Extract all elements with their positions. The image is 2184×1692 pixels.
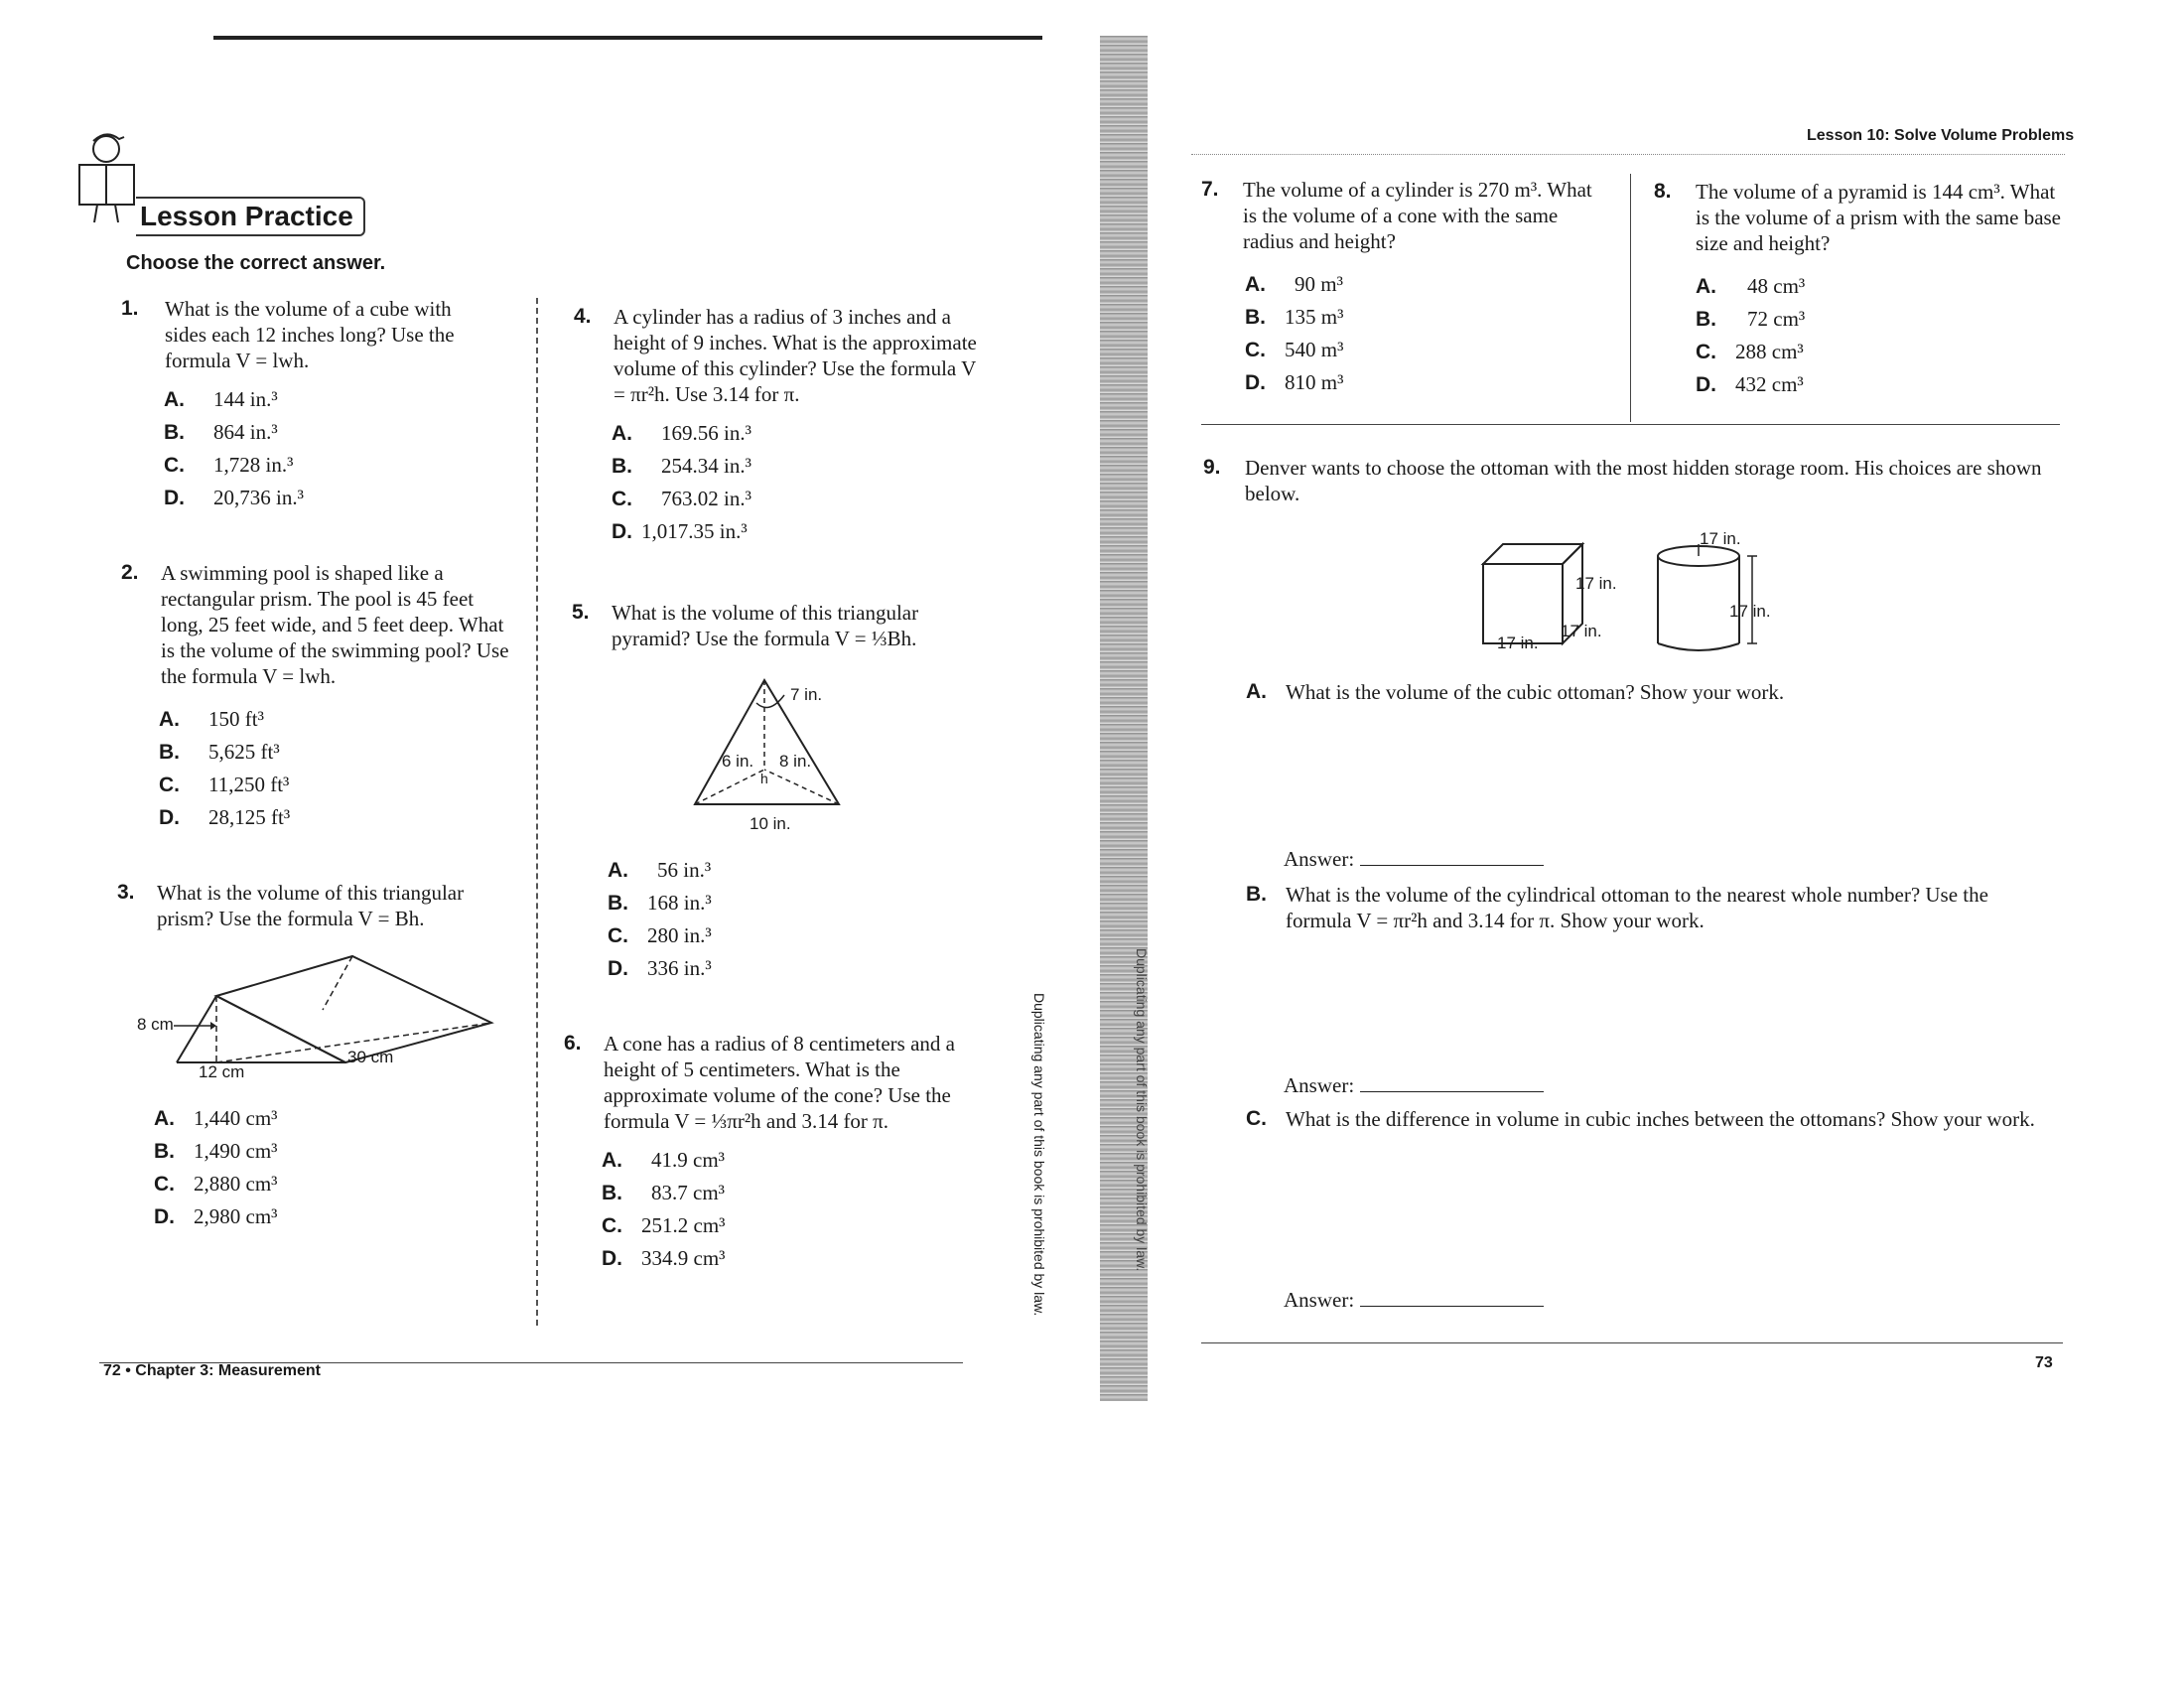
choice-c[interactable]: C. 251.2 cm³ — [602, 1213, 726, 1237]
question-5 — [572, 600, 969, 651]
q7-q8-bottom-rule — [1201, 424, 2060, 425]
cylinder-height-label: 17 in. — [1729, 602, 1771, 621]
choice-b[interactable]: B. 5,625 ft³ — [159, 740, 280, 764]
answer-c: Answer: — [1284, 1287, 1544, 1313]
question-number: 4. — [574, 305, 592, 328]
question-number: 6. — [564, 1032, 582, 1055]
choice-a[interactable]: A. 48 cm³ — [1696, 274, 1806, 298]
lesson-title: Lesson 10: Solve Volume Problems — [1807, 127, 2075, 144]
choice-d[interactable]: D. 20,736 in.³ — [164, 486, 304, 509]
question-text: The volume of a pyramid is 144 cm³. What is the volume of a prism with the same base size and height? — [1696, 180, 2062, 255]
q5-choices — [608, 854, 712, 985]
choice-d[interactable]: D. 2,980 cm³ — [154, 1204, 278, 1228]
choice-c[interactable]: C. 288 cm³ — [1696, 340, 1804, 363]
question-4 — [574, 304, 981, 407]
choice-b[interactable]: B. 168 in.³ — [608, 891, 712, 915]
choice-d[interactable]: D. 334.9 cm³ — [602, 1246, 726, 1270]
header-rule-right — [1191, 154, 2065, 155]
spine-text-left: Duplicating any part of this book is prohibited by law. — [1031, 993, 1047, 1317]
answer-b-line[interactable] — [1360, 1075, 1544, 1092]
cube-side-label-right: 17 in. — [1575, 574, 1617, 593]
question-8 — [1654, 179, 2061, 256]
pyramid-height-label: 7 in. — [790, 685, 823, 704]
choice-a[interactable]: A. 144 in.³ — [164, 387, 278, 411]
prism-base-label: 12 cm — [199, 1062, 245, 1081]
question-9 — [1203, 455, 2047, 506]
spine-text-right: Duplicating any part of this book is prohibited by law. — [1134, 948, 1150, 1272]
triangular-pyramid-figure — [685, 675, 854, 809]
question-text: The volume of a cylinder is 270 m³. What is the volume of a cone with the same radius and height? — [1243, 178, 1592, 253]
choice-b[interactable]: B. 1,490 cm³ — [154, 1139, 278, 1163]
prism-length-label: 30 cm — [347, 1048, 394, 1066]
pyramid-slant-right-label: 8 in. — [779, 752, 812, 771]
question-6 — [564, 1031, 971, 1134]
cube-side-label-bottom: 17 in. — [1497, 634, 1539, 652]
question-number: 8. — [1654, 180, 1672, 203]
question-3 — [117, 880, 484, 931]
footer-right: 73 — [2035, 1354, 2053, 1371]
answer-c-line[interactable] — [1360, 1290, 1544, 1307]
footer-rule-right — [1201, 1342, 2063, 1343]
question-1 — [121, 296, 488, 373]
choice-d[interactable]: D. 1,017.35 in.³ — [612, 519, 748, 543]
pyramid-slant-left-label: 6 in. — [722, 752, 754, 771]
answer-b: Answer: — [1284, 1072, 1544, 1098]
answer-a: Answer: — [1284, 846, 1544, 872]
column-divider — [536, 298, 538, 1326]
choice-b[interactable]: B. 135 m³ — [1245, 305, 1344, 329]
choice-c[interactable]: C. 280 in.³ — [608, 923, 712, 947]
choice-c[interactable]: C. 1,728 in.³ — [164, 453, 294, 477]
choice-a[interactable]: A. 150 ft³ — [159, 707, 264, 731]
q4-choices — [612, 417, 751, 548]
choice-a[interactable]: A. 90 m³ — [1245, 272, 1343, 296]
question-number: 1. — [121, 297, 139, 320]
cylinder-diameter-label: 17 in. — [1700, 529, 1741, 548]
question-number: 9. — [1203, 456, 1221, 479]
choice-a[interactable]: A. 56 in.³ — [608, 858, 712, 882]
choice-b[interactable]: B. 254.34 in.³ — [612, 454, 751, 478]
q7-choices — [1245, 268, 1343, 399]
top-rule-left — [213, 36, 1042, 40]
q9-part-b: B. What is the volume of the cylindrical ottoman to the nearest whole number? Use the formula V = πr²h and 3.14 for π. Show your work. — [1246, 883, 1988, 932]
choice-c[interactable]: C. 763.02 in.³ — [612, 487, 751, 510]
q7-q8-divider — [1630, 174, 1631, 422]
q6-choices — [602, 1144, 725, 1275]
question-number: 5. — [572, 601, 590, 624]
question-text: Denver wants to choose the ottoman with the most hidden storage room. His choices are shown below. — [1245, 456, 2042, 505]
choice-b[interactable]: B. 864 in.³ — [164, 420, 278, 444]
cube-side-label-depth: 17 in. — [1561, 622, 1602, 640]
choice-a[interactable]: A. 1,440 cm³ — [154, 1106, 278, 1130]
question-number: 7. — [1201, 178, 1219, 201]
choice-d[interactable]: D. 810 m³ — [1245, 370, 1344, 394]
choice-a[interactable]: A. 169.56 in.³ — [612, 421, 751, 445]
choice-c[interactable]: C. 540 m³ — [1245, 338, 1344, 361]
q3-choices — [154, 1102, 277, 1233]
choice-c[interactable]: C. 2,880 cm³ — [154, 1172, 278, 1196]
question-number: 3. — [117, 881, 135, 904]
question-text: A cylinder has a radius of 3 inches and a height of 9 inches. What is the approximate volume of this cylinder? Use the formula V = πr²h. Use 3.14 for π. — [614, 305, 977, 406]
question-text: What is the volume of this triangular prism? Use the formula V = Bh. — [157, 881, 465, 930]
question-text: What is the volume of a cube with sides each 12 inches long? Use the formula V = lwh. — [165, 297, 455, 372]
choice-b[interactable]: B. 72 cm³ — [1696, 307, 1806, 331]
pyramid-base-label: 10 in. — [750, 814, 791, 833]
prism-height-label: 8 cm — [137, 1015, 174, 1034]
question-text: What is the volume of this triangular pyramid? Use the formula V = ⅓Bh. — [612, 601, 919, 650]
question-2 — [121, 560, 518, 689]
answer-a-line[interactable] — [1360, 849, 1544, 866]
choice-d[interactable]: D. 336 in.³ — [608, 956, 712, 980]
instruction: Choose the correct answer. — [126, 252, 386, 274]
q9-part-a: A. What is the volume of the cubic ottoman? Show your work. — [1246, 680, 1785, 704]
choice-a[interactable]: A. 41.9 cm³ — [602, 1148, 725, 1172]
choice-d[interactable]: D. 432 cm³ — [1696, 372, 1804, 396]
question-text: A cone has a radius of 8 centimeters and a height of 5 centimeters. What is the approximate volume of the cone? Use the formula V = ⅓πr²h and 3.14 for π. — [604, 1032, 955, 1133]
q8-choices — [1696, 270, 1805, 401]
question-7 — [1201, 177, 1598, 254]
pyramid-h-label: h — [760, 771, 768, 786]
footer-left: 72 • Chapter 3: Measurement — [103, 1362, 322, 1379]
choice-d[interactable]: D. 28,125 ft³ — [159, 805, 291, 829]
choice-c[interactable]: C. 11,250 ft³ — [159, 773, 290, 796]
choice-b[interactable]: B. 83.7 cm³ — [602, 1181, 725, 1204]
triangular-prism-figure — [129, 948, 506, 1087]
q1-choices — [164, 383, 304, 514]
q9-part-c: C. What is the difference in volume in cubic inches between the ottomans? Show your work. — [1246, 1107, 2035, 1131]
question-text: A swimming pool is shaped like a rectangular prism. The pool is 45 feet long, 25 feet wide, and 5 feet deep. What is the volume of the swimming pool? Use the formula V = lwh. — [161, 561, 509, 688]
q2-choices — [159, 703, 290, 834]
question-number: 2. — [121, 561, 139, 584]
section-title: Lesson Practice — [136, 197, 365, 236]
